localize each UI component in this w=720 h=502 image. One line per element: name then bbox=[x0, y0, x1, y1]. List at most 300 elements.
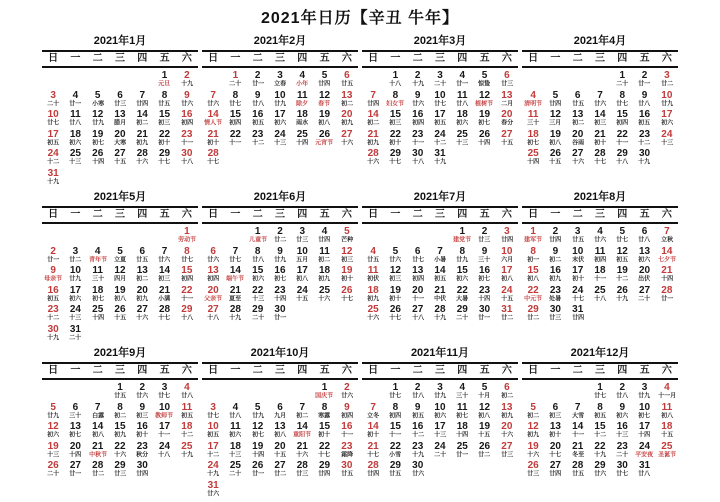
weekday-cell: 一 bbox=[390, 209, 401, 220]
weekday-cell: 五 bbox=[639, 209, 650, 220]
day-number: 31 bbox=[47, 167, 59, 179]
empty-cell bbox=[544, 69, 566, 89]
day-number: 28 bbox=[367, 460, 379, 471]
day-label: 十五 bbox=[114, 159, 126, 166]
day-label: 十三 bbox=[434, 432, 446, 439]
day-label: 廿四 bbox=[367, 100, 380, 107]
day-label: 十一 bbox=[411, 295, 424, 302]
day-label: 儿童节 bbox=[248, 237, 267, 244]
day-cell bbox=[429, 264, 451, 284]
day-number: 7 bbox=[437, 245, 443, 257]
day-label: 廿七 bbox=[158, 393, 171, 400]
day-label: 廿六 bbox=[207, 256, 220, 263]
weekday-cell: 三 bbox=[114, 53, 125, 64]
day-number: 17 bbox=[69, 284, 81, 296]
day-number: 27 bbox=[274, 460, 286, 471]
day-cell bbox=[336, 284, 358, 304]
day-label: 十九 bbox=[594, 451, 606, 458]
day-label: 初一 bbox=[527, 256, 540, 263]
day-cell bbox=[522, 440, 544, 460]
day-number: 1 bbox=[597, 382, 603, 393]
day-cell bbox=[362, 108, 384, 128]
day-number: 22 bbox=[527, 284, 539, 296]
day-number: 29 bbox=[159, 148, 171, 159]
day-label: 初八 bbox=[660, 412, 673, 419]
day-number: 11 bbox=[70, 109, 81, 120]
day-number: 27 bbox=[136, 304, 148, 315]
day-label: 十七 bbox=[207, 159, 220, 166]
day-cell bbox=[247, 303, 269, 323]
day-label: 十一 bbox=[180, 295, 193, 302]
day-number: 7 bbox=[139, 89, 146, 101]
day-label: 初四 bbox=[411, 120, 424, 127]
day-label: 大暑 bbox=[456, 295, 469, 302]
day-label: 十二 bbox=[411, 432, 424, 439]
day-number: 23 bbox=[412, 440, 424, 452]
day-number: 20 bbox=[274, 440, 286, 452]
day-number: 20 bbox=[572, 128, 584, 140]
month-block bbox=[360, 34, 520, 190]
day-number: 5 bbox=[321, 70, 328, 81]
day-cell bbox=[611, 225, 633, 245]
day-cell bbox=[64, 459, 86, 479]
day-label: 初十 bbox=[389, 139, 402, 146]
day-label: 初五 bbox=[434, 276, 446, 283]
day-number: 9 bbox=[50, 265, 56, 276]
day-label: 廿一 bbox=[274, 315, 286, 322]
day-cell bbox=[131, 264, 153, 284]
day-number: 24 bbox=[661, 128, 673, 140]
day-cell bbox=[656, 401, 678, 421]
day-number: 10 bbox=[572, 245, 584, 257]
day-cell bbox=[64, 89, 86, 109]
day-cell bbox=[131, 245, 153, 265]
day-cell bbox=[247, 459, 269, 479]
day-number: 16 bbox=[274, 265, 286, 276]
day-cell bbox=[247, 401, 269, 421]
day-cell bbox=[611, 69, 633, 89]
day-number: 16 bbox=[616, 421, 628, 432]
day-label: 十九 bbox=[180, 81, 193, 88]
day-cell bbox=[384, 264, 406, 284]
day-label: 十四 bbox=[478, 295, 491, 302]
day-number: 2 bbox=[619, 382, 626, 393]
empty-cell bbox=[429, 225, 451, 245]
day-number: 25 bbox=[229, 460, 241, 471]
day-label: 廿五 bbox=[136, 256, 149, 263]
empty-cell bbox=[544, 381, 566, 401]
day-label: 初七 bbox=[478, 120, 491, 127]
month-title: 2021年8月 bbox=[573, 191, 627, 203]
day-cell bbox=[407, 420, 429, 440]
day-cell bbox=[429, 440, 451, 460]
day-label: 十七 bbox=[367, 451, 380, 458]
day-label: 初七 bbox=[274, 276, 286, 283]
day-number: 5 bbox=[344, 226, 350, 237]
day-number: 3 bbox=[641, 382, 648, 393]
day-number: 27 bbox=[501, 440, 513, 452]
day-number: 20 bbox=[549, 440, 561, 452]
day-cell bbox=[496, 303, 518, 323]
day-cell bbox=[202, 108, 224, 128]
day-number: 4 bbox=[72, 89, 79, 101]
day-cell bbox=[202, 89, 224, 109]
day-cell bbox=[656, 440, 678, 460]
day-cell bbox=[567, 89, 589, 109]
day-number: 13 bbox=[501, 401, 513, 413]
day-cell bbox=[633, 69, 655, 89]
day-label: 初六 bbox=[456, 276, 469, 283]
day-cell bbox=[247, 108, 269, 128]
day-number: 15 bbox=[389, 109, 401, 120]
day-number: 30 bbox=[616, 460, 628, 471]
day-number: 23 bbox=[412, 128, 424, 140]
day-label: 十六 bbox=[318, 295, 331, 302]
day-number: 18 bbox=[229, 440, 241, 452]
day-label: 初七 bbox=[638, 412, 651, 419]
day-number: 10 bbox=[274, 89, 286, 101]
day-number: 12 bbox=[341, 245, 353, 257]
day-label: 十九 bbox=[434, 159, 446, 166]
day-label: 出伏 bbox=[638, 276, 651, 283]
weekday-cell: 六 bbox=[661, 209, 672, 220]
month-title: 2021年3月 bbox=[413, 35, 467, 47]
day-number: 13 bbox=[549, 421, 561, 432]
day-number: 3 bbox=[504, 226, 510, 237]
day-label: 十六 bbox=[571, 159, 584, 166]
weekday-cell: 三 bbox=[594, 209, 605, 220]
day-label: 廿二 bbox=[478, 451, 491, 458]
day-number: 23 bbox=[252, 128, 264, 140]
day-number: 18 bbox=[594, 265, 606, 276]
day-cell bbox=[153, 245, 175, 265]
day-label: 十四 bbox=[296, 139, 309, 146]
day-label: 二十 bbox=[616, 81, 629, 88]
day-number: 6 bbox=[277, 401, 283, 413]
day-number: 22 bbox=[159, 128, 171, 140]
day-label: 处暑 bbox=[549, 295, 562, 302]
day-number: 22 bbox=[252, 284, 264, 296]
day-number: 21 bbox=[296, 440, 308, 452]
day-label: 春节 bbox=[318, 100, 331, 107]
day-number: 2 bbox=[552, 226, 559, 237]
day-cell bbox=[109, 89, 131, 109]
day-label: 二十 bbox=[69, 334, 82, 341]
day-number: 19 bbox=[252, 440, 264, 452]
day-label: 十一月 bbox=[657, 393, 676, 400]
day-number: 28 bbox=[367, 148, 379, 159]
day-label: 初二 bbox=[136, 276, 149, 283]
day-number: 16 bbox=[136, 421, 148, 432]
weekday-header bbox=[522, 206, 678, 224]
day-number: 21 bbox=[229, 284, 241, 296]
day-label: 情人节 bbox=[204, 120, 223, 127]
day-number: 28 bbox=[594, 148, 606, 159]
day-number: 25 bbox=[181, 440, 193, 452]
weekday-cell: 三 bbox=[114, 365, 125, 376]
day-cell bbox=[131, 420, 153, 440]
weekday-cell: 四 bbox=[617, 53, 628, 64]
day-cell bbox=[109, 459, 131, 479]
day-cell bbox=[384, 245, 406, 265]
day-cell bbox=[336, 69, 358, 89]
day-cell bbox=[247, 69, 269, 89]
day-label: 十三 bbox=[660, 139, 673, 146]
day-number: 29 bbox=[389, 460, 401, 471]
day-label: 十四 bbox=[660, 276, 673, 283]
day-label: 三月 bbox=[549, 120, 562, 127]
day-cell bbox=[522, 225, 544, 245]
day-number: 5 bbox=[530, 401, 536, 413]
day-label: 九月 bbox=[274, 412, 286, 419]
day-number: 24 bbox=[639, 440, 651, 452]
day-label: 廿一 bbox=[251, 471, 264, 478]
day-label: 十八 bbox=[180, 159, 193, 166]
day-cell bbox=[611, 420, 633, 440]
day-number: 10 bbox=[207, 421, 219, 432]
day-label: 十八 bbox=[594, 295, 606, 302]
month-title: 2021年6月 bbox=[253, 191, 307, 203]
day-number: 13 bbox=[207, 265, 219, 276]
day-number: 19 bbox=[47, 440, 59, 452]
day-cell bbox=[269, 440, 291, 460]
day-number: 26 bbox=[479, 128, 491, 140]
day-cell bbox=[611, 381, 633, 401]
weekday-cell: 一 bbox=[230, 53, 241, 64]
weekday-cell: 四 bbox=[617, 365, 628, 376]
day-cell bbox=[153, 440, 175, 460]
day-label: 廿九 bbox=[251, 412, 264, 419]
day-label: 十六 bbox=[136, 315, 149, 322]
day-label: 初二 bbox=[318, 256, 331, 263]
day-number: 28 bbox=[229, 304, 241, 315]
month-block bbox=[200, 346, 360, 502]
day-label: 初四 bbox=[594, 256, 606, 263]
day-number: 21 bbox=[159, 284, 171, 296]
day-cell bbox=[633, 401, 655, 421]
weekday-cell: 日 bbox=[48, 365, 59, 376]
day-label: 初十 bbox=[158, 139, 171, 146]
day-label: 十六 bbox=[527, 451, 540, 458]
day-cell bbox=[429, 420, 451, 440]
day-number: 25 bbox=[319, 284, 331, 296]
day-label: 小暑 bbox=[434, 256, 446, 263]
day-label: 寒露 bbox=[318, 412, 331, 419]
day-label: 十六 bbox=[367, 159, 380, 166]
day-number: 21 bbox=[572, 440, 584, 452]
day-label: 廿七 bbox=[616, 100, 629, 107]
day-cell bbox=[269, 128, 291, 148]
day-label: 小年 bbox=[296, 81, 309, 88]
day-label: 二月 bbox=[500, 100, 513, 107]
day-label: 初九 bbox=[527, 432, 540, 439]
day-label: 立秋 bbox=[660, 237, 673, 244]
day-number: 1 bbox=[530, 226, 536, 237]
day-cell bbox=[269, 245, 291, 265]
month-block bbox=[520, 34, 680, 190]
day-number: 7 bbox=[370, 89, 376, 101]
day-cell bbox=[202, 401, 224, 421]
weekday-cell: 四 bbox=[457, 209, 468, 220]
day-label: 小满 bbox=[158, 295, 171, 302]
empty-cell bbox=[202, 381, 224, 401]
weekday-cell: 一 bbox=[550, 209, 561, 220]
weekday-cell: 二 bbox=[92, 53, 103, 64]
day-cell bbox=[522, 420, 544, 440]
day-label: 十二 bbox=[47, 315, 60, 322]
day-cell bbox=[522, 147, 544, 167]
day-label: 建党节 bbox=[453, 237, 472, 244]
day-label: 初九 bbox=[500, 412, 513, 419]
day-number: 21 bbox=[136, 128, 148, 140]
day-cell bbox=[407, 69, 429, 89]
day-label: 初二 bbox=[340, 100, 353, 107]
day-label: 立冬 bbox=[367, 412, 380, 419]
day-number: 11 bbox=[92, 265, 103, 276]
day-cell bbox=[202, 264, 224, 284]
month-block bbox=[40, 190, 200, 346]
day-label: 十四 bbox=[91, 159, 104, 166]
day-label: 初三 bbox=[340, 256, 353, 263]
weekday-cell: 日 bbox=[48, 53, 59, 64]
day-label: 廿八 bbox=[638, 100, 651, 107]
empty-cell bbox=[42, 225, 64, 245]
day-cell bbox=[451, 381, 473, 401]
day-label: 秋分 bbox=[136, 451, 149, 458]
day-cell bbox=[589, 147, 611, 167]
day-label: 十四 bbox=[274, 295, 286, 302]
day-label: 初五 bbox=[638, 120, 651, 127]
weekday-header bbox=[202, 50, 358, 68]
day-cell bbox=[567, 225, 589, 245]
day-number: 26 bbox=[549, 148, 561, 159]
weekday-cell: 日 bbox=[368, 365, 379, 376]
day-cell bbox=[153, 303, 175, 323]
day-number: 4 bbox=[664, 382, 670, 393]
day-label: 初九 bbox=[114, 432, 126, 439]
day-label: 清明节 bbox=[524, 100, 543, 107]
day-label: 十五 bbox=[500, 139, 513, 146]
day-label: 初九 bbox=[367, 295, 380, 302]
month-days bbox=[42, 381, 198, 479]
empty-cell bbox=[567, 381, 589, 401]
day-label: 廿四 bbox=[571, 315, 584, 322]
month-block bbox=[40, 346, 200, 502]
month-days bbox=[522, 225, 678, 323]
day-label: 廿六 bbox=[411, 100, 424, 107]
day-number: 27 bbox=[341, 128, 353, 140]
day-label: 初八 bbox=[114, 295, 126, 302]
day-cell bbox=[131, 89, 153, 109]
day-number: 26 bbox=[527, 460, 539, 471]
day-number: 9 bbox=[552, 245, 559, 257]
day-cell bbox=[633, 440, 655, 460]
day-number: 10 bbox=[47, 109, 59, 120]
day-label: 廿二 bbox=[274, 237, 286, 244]
day-cell bbox=[362, 284, 384, 304]
day-number: 11 bbox=[296, 89, 308, 101]
day-number: 20 bbox=[136, 284, 148, 296]
day-label: 初五 bbox=[594, 412, 606, 419]
day-cell bbox=[291, 401, 313, 421]
day-cell bbox=[522, 89, 544, 109]
month-days bbox=[202, 225, 358, 323]
day-number: 3 bbox=[299, 226, 306, 237]
day-cell bbox=[544, 284, 566, 304]
day-label: 七夕节 bbox=[657, 256, 676, 263]
day-cell bbox=[589, 420, 611, 440]
day-cell bbox=[496, 381, 518, 401]
day-cell bbox=[42, 303, 64, 323]
day-number: 7 bbox=[210, 89, 216, 101]
weekday-header bbox=[362, 206, 518, 224]
day-label: 十一 bbox=[389, 432, 402, 439]
day-number: 21 bbox=[434, 284, 446, 296]
weekday-cell: 一 bbox=[70, 209, 81, 220]
day-number: 1 bbox=[232, 70, 239, 81]
day-number: 23 bbox=[136, 440, 148, 452]
day-label: 十七 bbox=[389, 315, 402, 322]
day-number: 8 bbox=[232, 89, 239, 101]
month-block bbox=[40, 34, 200, 190]
day-cell bbox=[64, 128, 86, 148]
day-label: 初十 bbox=[594, 139, 606, 146]
day-number: 26 bbox=[479, 440, 491, 452]
day-number: 27 bbox=[639, 284, 651, 296]
day-cell bbox=[269, 89, 291, 109]
weekday-cell: 六 bbox=[181, 365, 192, 376]
weekday-cell: 五 bbox=[639, 365, 650, 376]
day-label: 雨水 bbox=[296, 120, 309, 127]
day-cell bbox=[224, 128, 246, 148]
day-label: 初七 bbox=[69, 432, 82, 439]
day-label: 廿六 bbox=[340, 393, 353, 400]
day-number: 14 bbox=[229, 265, 241, 276]
day-label: 廿八 bbox=[456, 100, 469, 107]
weekday-cell: 五 bbox=[159, 365, 170, 376]
day-label: 十三 bbox=[456, 139, 469, 146]
day-number: 29 bbox=[181, 304, 193, 315]
day-cell bbox=[176, 128, 198, 148]
weekday-cell: 二 bbox=[252, 53, 263, 64]
day-cell bbox=[336, 225, 358, 245]
day-label: 廿七 bbox=[616, 471, 629, 478]
weekday-header bbox=[362, 362, 518, 380]
day-cell bbox=[473, 440, 495, 460]
day-number: 9 bbox=[184, 89, 190, 101]
weekday-cell: 四 bbox=[137, 53, 148, 64]
day-cell bbox=[589, 401, 611, 421]
day-label: 初三 bbox=[549, 412, 562, 419]
day-number: 29 bbox=[594, 460, 606, 471]
weekday-header bbox=[42, 206, 198, 224]
day-cell bbox=[109, 381, 131, 401]
day-cell bbox=[384, 108, 406, 128]
day-label: 廿一 bbox=[251, 81, 264, 88]
day-number: 27 bbox=[501, 128, 513, 140]
weekday-cell: 五 bbox=[479, 365, 490, 376]
day-cell bbox=[224, 420, 246, 440]
month-block bbox=[200, 190, 360, 346]
day-cell bbox=[633, 264, 655, 284]
day-number: 15 bbox=[527, 265, 539, 276]
day-cell bbox=[473, 89, 495, 109]
day-label: 二十 bbox=[229, 471, 242, 478]
day-label: 冬至 bbox=[571, 451, 584, 458]
day-number: 6 bbox=[504, 70, 510, 81]
day-number: 10 bbox=[159, 401, 171, 413]
day-number: 22 bbox=[229, 128, 241, 140]
